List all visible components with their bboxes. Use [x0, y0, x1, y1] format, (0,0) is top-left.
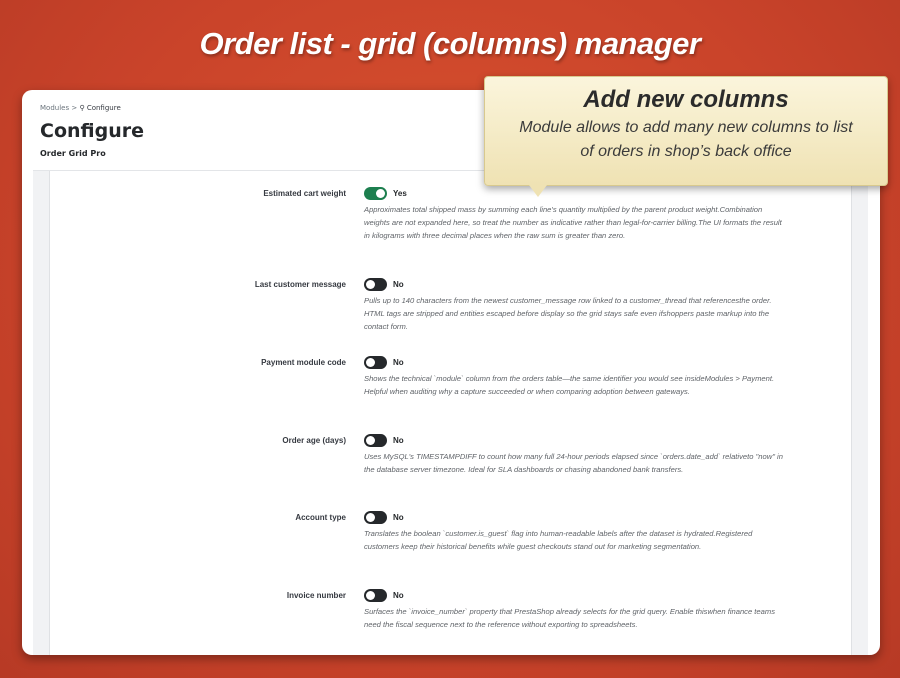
setting-description: Translates the boolean `customer.is_guest` flag into human-readable labels after the dataset is hydrated.Registered customers keep their historical benefits while guest checkouts stand out for marketing segmentation. [364, 529, 753, 551]
callout-body-line: Module allows to add many new columns to list [519, 119, 853, 136]
settings-form [49, 171, 852, 655]
setting-label: Invoice number [286, 591, 346, 600]
toggle-state: No [393, 436, 404, 445]
toggle-state: Yes [393, 189, 407, 198]
toggle-switch[interactable] [364, 589, 387, 602]
callout-heading: Add new columns [583, 86, 789, 113]
setting-switch[interactable] [364, 278, 404, 291]
setting-switch[interactable] [364, 589, 404, 602]
setting-description: Uses MySQL's TIMESTAMPDIFF to count how many full 24-hour periods elapsed since `orders.date_add` relativeto "now" in the database server timezone. Ideal for SLA dashboards or chasing abandoned bank transfers. [364, 452, 783, 474]
setting-label: Estimated cart weight [263, 189, 346, 198]
setting-description: Shows the technical `module` column from the orders table—the same identifier you would see insideModules > Payment. Helpful when auditing why a capture succeeded or when comparing adoption between gateways. [364, 374, 775, 396]
callout-body-line: of orders in shop’s back office [580, 143, 792, 160]
settings-panel [33, 170, 868, 655]
toggle-switch[interactable] [364, 511, 387, 524]
breadcrumb-modules[interactable]: Modules [40, 104, 70, 112]
setting-switch[interactable] [364, 187, 407, 200]
toggle-state: No [393, 280, 404, 289]
breadcrumb-separator: > [71, 104, 78, 112]
toggle-state: No [393, 591, 404, 600]
toggle-switch[interactable] [364, 278, 387, 291]
wrench-icon: ⚲ [79, 104, 85, 112]
setting-label: Payment module code [261, 358, 346, 367]
breadcrumb [40, 104, 121, 112]
banner-title: Order list - grid (columns) manager [199, 26, 701, 61]
setting-switch[interactable] [364, 434, 404, 447]
setting-description: Surfaces the `invoice_number` property that PrestaShop already selects for the grid query. Enable thiswhen finance teams need the fiscal sequence next to the reference without exporting to spreadsheets. [364, 607, 775, 629]
toggle-switch[interactable] [364, 434, 387, 447]
toggle-switch[interactable] [364, 356, 387, 369]
setting-label: Last customer message [254, 280, 346, 289]
setting-switch[interactable] [364, 511, 404, 524]
setting-description: Pulls up to 140 characters from the newest customer_message row linked to a customer_thread that referencesthe order. HTML tags are stripped and entities escaped before display so the grid stays safe even ifshoppers paste markup into the contact form. [364, 296, 772, 331]
toggle-state: No [393, 513, 404, 522]
breadcrumb-current: Configure [86, 104, 121, 112]
toggle-switch[interactable] [364, 187, 387, 200]
setting-switch[interactable] [364, 356, 404, 369]
setting-label: Order age (days) [282, 436, 346, 445]
callout-tooltip [484, 76, 888, 186]
page-subtitle: Order Grid Pro [40, 149, 106, 158]
toggle-state: No [393, 358, 404, 367]
setting-description: Approximates total shipped mass by summing each line's quantity multiplied by the parent product weight.Combination weights are not expanded here, so treat the number as indicative rather than legal-for-carrier billing.The UI formats the result in kilograms with three decimal places when the raw sum is greater than zero. [364, 205, 782, 240]
page-title: Configure [40, 120, 144, 142]
setting-label: Account type [295, 513, 346, 522]
